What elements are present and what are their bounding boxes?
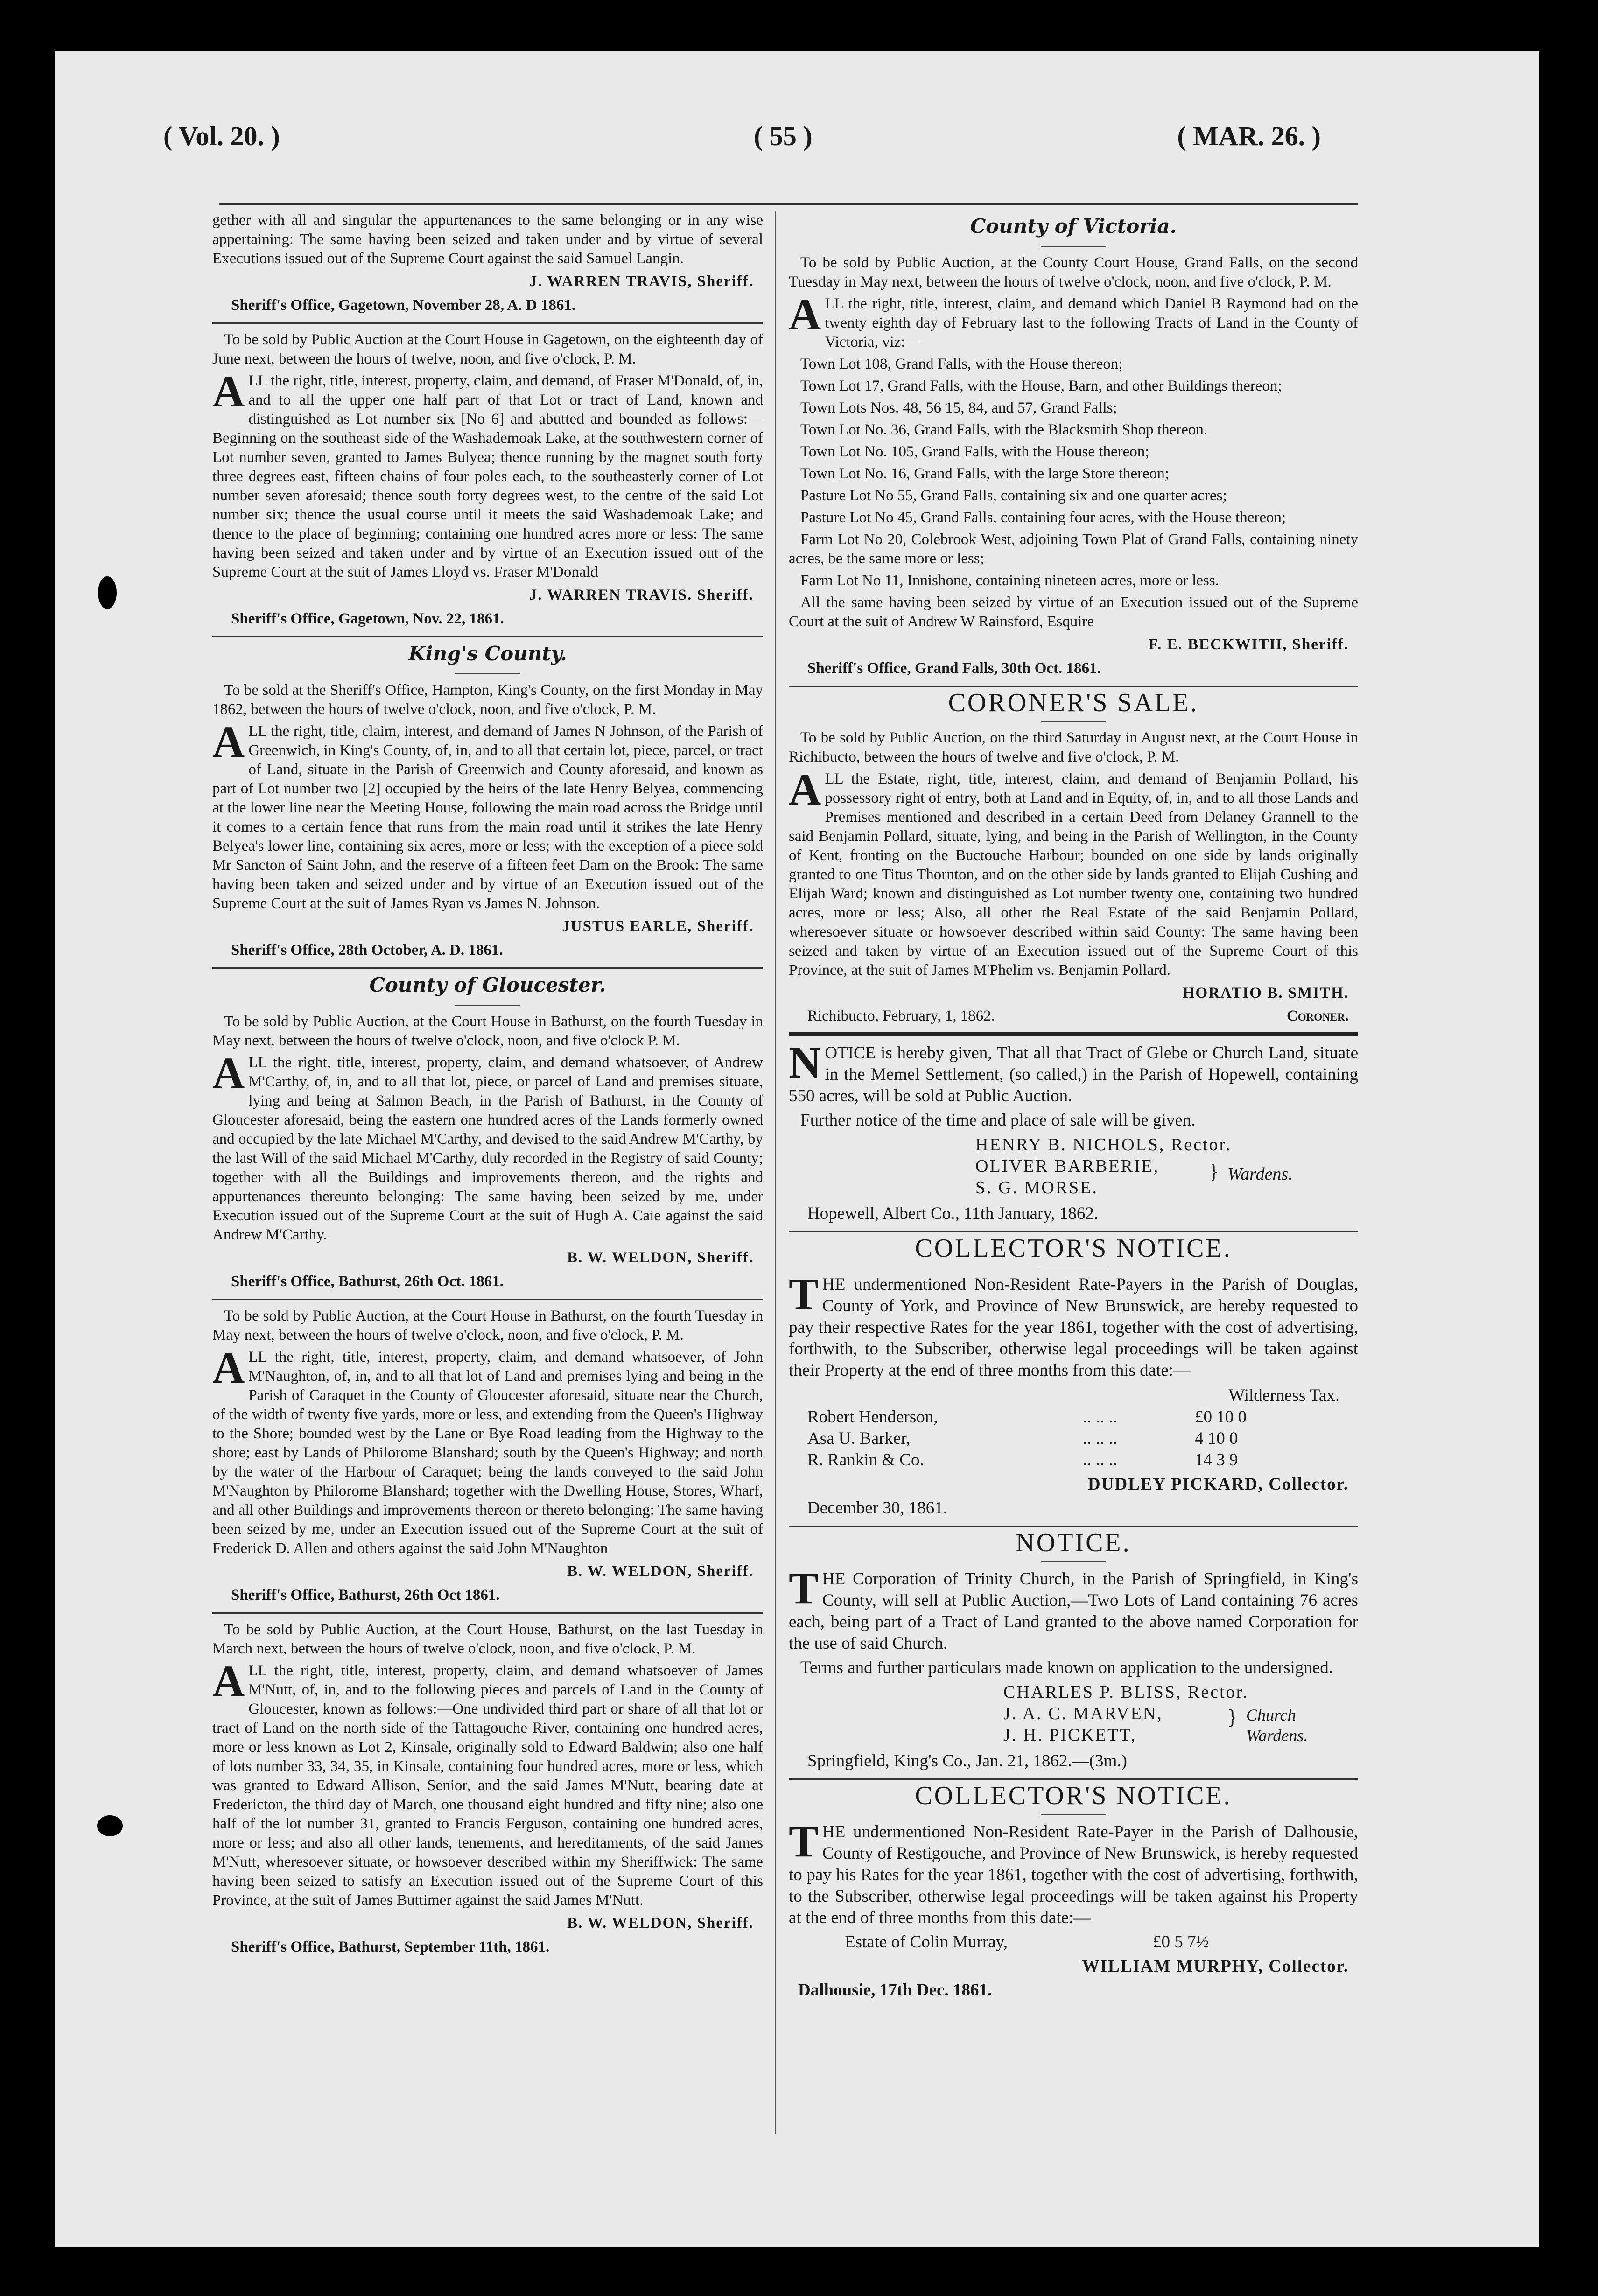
- thick-divider: [789, 1032, 1358, 1036]
- signatory-name: HENRY B. NICHOLS, Rector.: [975, 1135, 1232, 1155]
- sheriff-signature: F. E. BECKWITH, Sheriff.: [1148, 636, 1349, 653]
- auction-announcement: To be sold by Public Auction, at the Court House in Bathurst, on the fourth Tuesday in May next, between the hours of twelve o'clock, noon, and five o'clock P. M.: [212, 1013, 763, 1049]
- brace-glyph: }: [1227, 1706, 1238, 1729]
- short-rule: [1041, 1561, 1106, 1562]
- short-rule: [455, 673, 520, 674]
- divider: [212, 322, 763, 324]
- auction-announcement: To be sold by Public Auction at the Court House in Gagetown, on the eighteenth day of June next, between the hours of twelve, noon, and five o'clock, P. M.: [212, 331, 763, 367]
- leader-dots: .. .. ..: [1083, 1407, 1117, 1427]
- ratepayer-name: Asa U. Barker,: [807, 1429, 911, 1448]
- tax-amount: 14 3 9: [1195, 1450, 1238, 1470]
- auction-announcement: To be sold by Public Auction, at the County Court House, Grand Falls, on the second Tuesday in May next, between the hours of twelve o'clock, noon, and five o'clock, P. M.: [789, 254, 1358, 290]
- wardens-label: Wardens.: [1227, 1164, 1293, 1184]
- notice-text: ALL the Estate, right, title, interest, claim, and demand of Benjamin Pollard, his possessory right of entry, both at Land and in Equity, of, in, and to all those Lands and Premises mentioned and described in a certain Deed from Delaney Grannell to the said Benjamin Pollard, situate, lying, and being in the Parish of Wellington, in the County of Kent, fronting on the Buctouche Harbour; bounded on one side by lands originally granted to one Titus Thornton, and on the other side by lands granted to Elijah Cushing and Elijah Ward; known and distinguished as Lot number twenty one, containing two hundred acres, more or less; Also, all other the Real Estate of the said Benjamin Pollard, wheresoever situate or howsoever described within said County: The same having been seized and taken by virtue of an Execution issued out of the Supreme Court of this Province, at the suit of James M'Phelim vs. Benjamin Pollard.: [789, 764, 1358, 979]
- table-row: [789, 1449, 1358, 1471]
- column-divider: [775, 211, 776, 2134]
- issue-date: ( MAR. 26. ): [1177, 121, 1321, 151]
- list-item: Town Lot No. 105, Grand Falls, with the House thereon;: [800, 443, 1149, 460]
- divider: [212, 636, 763, 637]
- estate-amount: £0 5 7½: [1153, 1932, 1209, 1952]
- sheriff-signature: JUSTUS EARLE, Sheriff.: [562, 918, 754, 935]
- tax-column-header: Wilderness Tax.: [1228, 1386, 1339, 1405]
- coroner-signature: HORATIO B. SMITH.: [1182, 985, 1349, 1001]
- dropcap: A: [212, 717, 245, 767]
- coroner-place-date: Richibucto, February, 1, 1862.: [807, 1008, 995, 1024]
- notice-text: ALL the right, title, interest, property, claim, and demand whatsoever, of John M'Naughton, of, in, and to all that lot of Land and premises lying and being in the Parish of Caraquet in the County of Gloucester aforesaid, situate near the Church, of the width of twenty five yards, more or less, and extending from the Queen's Highway to the Shore; bounded west by the Lane or Bye Road leading from the Highway to the shore; east by Lands of Philorome Blanshard; south by the Queen's Highway; and north by the water of the Harbour of Caraquet; being the lands conveyed to the said John M'Naughton by Philorome Blanshard; together with the Dwelling House, Stores, Wharf, and all other Buildings and improvements thereon or thereto belonging: The same having been seized by me, under an Execution issued out of the Supreme Court at the suit of Frederick D. Allen and others against the said John M'Naughton: [212, 1343, 763, 1557]
- table-row: [789, 1407, 1358, 1428]
- sheriff-signature: B. W. WELDON, Sheriff.: [567, 1249, 754, 1266]
- dropcap: T: [789, 1563, 819, 1613]
- dropcap: A: [789, 289, 821, 339]
- sheriff-office-date: Sheriff's Office, Gagetown, Nov. 22, 1861.: [231, 610, 504, 627]
- auction-announcement: To be sold by Public Auction, at the Court House, Bathurst, on the last Tuesday in March next, between the hours of twelve o'clock, noon, and five o'clock, P. M.: [212, 1621, 763, 1657]
- sheriff-signature: J. WARREN TRAVIS, Sheriff.: [529, 273, 754, 290]
- glebe-place-date: Hopewell, Albert Co., 11th January, 1862.: [807, 1204, 1099, 1223]
- short-rule: [1041, 721, 1106, 722]
- dropcap: T: [789, 1269, 819, 1319]
- coroner-footer: [807, 1007, 1349, 1026]
- section-heading-collectors-notice-2: COLLECTOR'S NOTICE.: [915, 1781, 1232, 1810]
- collector-date: Dalhousie, 17th Dec. 1861.: [798, 1981, 992, 2000]
- estate-name: Estate of Colin Murray,: [845, 1932, 1008, 1952]
- list-item: Town Lot No. 16, Grand Falls, with the large Store thereon;: [800, 465, 1169, 482]
- trinity-notice-text: THE Corporation of Trinity Church, in the Parish of Springfield, in King's County, will sell at Public Auction,—Two Lots of Land containing 76 acres each, being part of a Tract of Land granted to the above named Corporation for the use of said Church.: [789, 1563, 1358, 1653]
- notice-text: ALL the right, title, claim, interest, and demand of James N Johnson, of the Parish of Greenwich, in King's County, of, in, and to all that certain lot, piece, parcel, or tract of Land, situate in the Parish of Greenwich and County aforesaid, and known as part of Lot number two [2] occupied by the heirs of the late Henry Belyea, commencing at the lower line near the Meeting House, following the main road across the Bridge until it comes to a certain fence that runs from the main road until it strikes the late Henry Belyea's lower line, containing six acres, more or less; with the exception of a piece sold Mr Sancton of Saint John, and the reserve of a fifteen feet Dam on the Brook: The same having been taken and seized under and by virtue of an Execution issued out of the Supreme Court at the suit of James Ryan vs James N. Johnson.: [212, 717, 763, 912]
- glebe-signatories: [789, 1134, 1358, 1198]
- signatory-name: OLIVER BARBERIE,: [975, 1156, 1160, 1176]
- list-item: Farm Lot No 11, Innishone, containing nineteen acres, more or less.: [800, 572, 1219, 589]
- dropcap: A: [212, 1343, 245, 1393]
- margin-blot-mark: [98, 576, 117, 609]
- dropcap: A: [212, 366, 245, 416]
- dropcap: A: [212, 1048, 245, 1098]
- dropcap: N: [789, 1037, 821, 1087]
- notice-text: gether with all and singular the appurtenances to the same belonging or in any wise appertaining: The same having been seized and taken under and by virtue of several Executions issued out of the Supreme Court against the said Samuel Langin.: [212, 212, 763, 267]
- notice-text: ALL the right, title, interest, property, claim, and demand whatsoever, of Andrew M'Carthy, of, in, and to all that lot, piece, or parcel of Land and premises situate, lying and being at Salmon Beach, in the Parish of Bathurst, in the County of Gloucester aforesaid, being the eastern one hundred acres of the Lands formerly owned and occupied by the late Michael M'Carthy, and devised to the said Andrew M'Carthy, by the last Will of the said Michael M'Carthy, duly recorded in the Registry of said County; together with all the Buildings and improvements thereon, and the rights and appurtenances thereunto belonging: The same having been seized by me, under Execution issued out of the Supreme Court at the suit of Hugh A. Caie against the said Andrew M'Carthy.: [212, 1048, 763, 1243]
- coroner-title: Coroner.: [1286, 1008, 1349, 1024]
- notice-text: ALL the right, title, interest, claim, and demand which Daniel B Raymond had on the twenty eighth day of February last to the following Tracts of Land in the County of Victoria, viz:—: [789, 289, 1358, 350]
- ratepayer-name: R. Rankin & Co.: [807, 1450, 924, 1470]
- divider: [789, 1778, 1358, 1780]
- list-item: Farm Lot No 20, Colebrook West, adjoining Town Plat of Grand Falls, containing ninety acres, be the same more or less;: [789, 531, 1358, 567]
- sheriff-signature: J. WARREN TRAVIS. Sheriff.: [529, 587, 754, 603]
- dropcap: T: [789, 1816, 819, 1866]
- trinity-terms: Terms and further particulars made known on application to the undersigned.: [800, 1658, 1333, 1677]
- tax-amount: £0 10 0: [1195, 1407, 1247, 1427]
- trinity-place-date: Springfield, King's Co., Jan. 21, 1862.—(3m.): [807, 1751, 1127, 1771]
- list-item: Town Lots Nos. 48, 56 15, 84, and 57, Grand Falls;: [800, 399, 1117, 416]
- page-header: [163, 120, 1321, 162]
- section-heading-kings-county: King's County.: [408, 642, 567, 665]
- sheriff-office-date: Sheriff's Office, Grand Falls, 30th Oct. 1861.: [807, 660, 1101, 677]
- notice-text: ALL the right, title, interest, property, claim, and demand whatsoever of James M'Nutt, of, in, and to the following pieces and parcels of Land in the County of Gloucester, known as follows:—One undivided third part or share of all that lot or tract of Land on the north side of the Tattagouche River, containing one hundred acres, more or less known as Lot 2, Kinsale, originally sold to Edward Baldwin; also one half of lots number 33, 34, 35, in Kinsale, containing four hundred acres, more or less, which was granted to Edward Allison, Senior, and the said James M'Nutt, bearing date at Fredericton, the third day of March, one thousand eight hundred and fifty nine; also one half of the lot number 31, granted to Francis Ferguson, containing one hundred acres, more or less; and also all other lands, tenements, and hereditaments, of the said James M'Nutt, wheresoever situate, or howsoever described within my Sheriffwick: The same having been seized to satisfy an Execution issued out of the Supreme Court of this Province, at the suit of James Buttimer against the said James M'Nutt.: [212, 1656, 763, 1909]
- section-heading-collectors-notice: COLLECTOR'S NOTICE.: [915, 1234, 1232, 1263]
- dropcap: A: [789, 764, 821, 814]
- short-rule: [1041, 1814, 1106, 1815]
- collector-notice-text: THE undermentioned Non-Resident Rate-Payer in the Parish of Dalhousie, County of Restigouche, and Province of New Brunswick, is hereby requested to pay his Rates for the year 1861, together with the cost of advertising, forthwith, to the Subscriber, otherwise legal proceedings will be taken against his Property at the end of three months from this date:—: [789, 1816, 1358, 1927]
- divider: [212, 1299, 763, 1300]
- signatory-name: J. A. C. MARVEN,: [1003, 1704, 1163, 1723]
- tax-amount: 4 10 0: [1195, 1429, 1238, 1448]
- collector-signature: DUDLEY PICKARD, Collector.: [1088, 1475, 1349, 1494]
- divider: [212, 967, 763, 969]
- glebe-notice-text: NOTICE is hereby given, That all that Tract of Glebe or Church Land, situate in the Memel Settlement, (so called,) in the Parish of Hopewell, containing 550 acres, will be sold at Public Auction.: [789, 1037, 1358, 1106]
- sheriff-office-date: Sheriff's Office, Bathurst, 26th Oct. 1861.: [231, 1273, 504, 1290]
- estate-row: [845, 1932, 1358, 1953]
- section-heading-victoria: County of Victoria.: [970, 215, 1177, 238]
- signatory-name: J. H. PICKETT,: [1003, 1725, 1137, 1745]
- left-column: [212, 211, 763, 1964]
- list-item: Town Lot 108, Grand Falls, with the House thereon;: [800, 356, 1123, 372]
- collector-signature: WILLIAM MURPHY, Collector.: [1082, 1957, 1349, 1976]
- lot-list: [789, 355, 1358, 590]
- right-column: [789, 211, 1358, 2004]
- sheriff-office-date: Sheriff's Office, Gagetown, November 28, A. D 1861.: [231, 297, 576, 314]
- section-heading-coroners-sale: CORONER'S SALE.: [948, 688, 1199, 717]
- divider: [789, 1526, 1358, 1527]
- collector-date: December 30, 1861.: [807, 1498, 948, 1518]
- leader-dots: .. .. ..: [1083, 1450, 1117, 1470]
- list-item: Pasture Lot No 45, Grand Falls, containing four acres, with the House thereon;: [800, 509, 1286, 526]
- table-row: [789, 1428, 1358, 1449]
- signatory-name: S. G. MORSE.: [975, 1178, 1098, 1197]
- sheriff-office-date: Sheriff's Office, 28th October, A. D. 1861.: [231, 942, 503, 959]
- notice-text: All the same having been seized by virtue of an Execution issued out of the Supreme Court at the suit of Andrew W Rainsford, Esquire: [789, 594, 1358, 630]
- notice-text: ALL the right, title, interest, property, claim, and demand, of Fraser M'Donald, of, in, and to all the upper one half part of that Lot or tract of Land, known and distinguished as Lot number six [No 6] and abutted and bounded as follows:—Beginning on the southeast side of the Washademoak Lake, at the southwestern corner of Lot number seven, granted to James Bulyea; thence running by the magnet south forty three degrees east, fifteen chains of four poles each, to the southeasterly corner of Lot number seven aforesaid; thence south forty degrees west, to the centre of the said Lot number six; thence the usual course until it meets the said Washademoak Lake; and thence to the place of beginning; containing one hundred acres more or less: The same having been seized and taken under and by virtue of an Execution issued out of the Supreme Court at the suit of James Lloyd vs. Fraser M'Donald: [212, 366, 763, 581]
- auction-announcement: To be sold by Public Auction, on the third Saturday in August next, at the Court House in Richibucto, between the hours of twelve and five o'clock, P. M.: [789, 729, 1358, 765]
- auction-announcement: To be sold at the Sheriff's Office, Hampton, King's County, on the first Monday in May 1862, between the hours of twelve o'clock, noon, and five o'clock, P. M.: [212, 682, 763, 718]
- signatory-name: CHARLES P. BLISS, Rector.: [1003, 1682, 1248, 1702]
- sheriff-office-date: Sheriff's Office, Bathurst, 26th Oct 1861.: [231, 1587, 500, 1603]
- brace-glyph: }: [1209, 1160, 1219, 1183]
- list-item: Pasture Lot No 55, Grand Falls, containing six and one quarter acres;: [800, 487, 1227, 504]
- divider: [789, 1231, 1358, 1232]
- glebe-further-notice: Further notice of the time and place of sale will be given.: [800, 1111, 1196, 1130]
- trinity-signatories: [789, 1681, 1358, 1746]
- ratepayer-name: Robert Henderson,: [807, 1407, 938, 1427]
- header-rule: [219, 203, 1358, 205]
- church-wardens-label: Church Wardens.: [1246, 1706, 1308, 1745]
- sheriff-signature: B. W. WELDON, Sheriff.: [567, 1915, 754, 1932]
- collector-notice-text: THE undermentioned Non-Resident Rate-Payers in the Parish of Douglas, County of York, and Province of New Brunswick, are hereby requested to pay their respective Rates for the year 1861, together with the cost of advertising, forthwith, to the Subscriber, otherwise legal proceedings will be taken against their Property at the end of three months from this date:—: [789, 1269, 1358, 1380]
- sheriff-office-date: Sheriff's Office, Bathurst, September 11th, 1861.: [231, 1939, 550, 1955]
- auction-announcement: To be sold by Public Auction, at the Court House in Bathurst, on the fourth Tuesday in May next, between the hours of twelve o'clock, noon, and five o'clock, P. M.: [212, 1308, 763, 1344]
- tax-table: [789, 1385, 1358, 1471]
- leader-dots: .. .. ..: [1083, 1429, 1117, 1448]
- page-number: ( 55 ): [754, 121, 813, 151]
- section-heading-gloucester: County of Gloucester.: [369, 973, 606, 996]
- divider: [212, 1612, 763, 1614]
- margin-blot-mark: [97, 1815, 123, 1836]
- volume-label: ( Vol. 20. ): [163, 121, 280, 151]
- dropcap: A: [212, 1656, 245, 1706]
- short-rule: [455, 1005, 520, 1006]
- list-item: Town Lot 17, Grand Falls, with the House, Barn, and other Buildings thereon;: [800, 378, 1282, 394]
- short-rule: [1041, 246, 1106, 247]
- divider: [789, 686, 1358, 687]
- sheriff-signature: B. W. WELDON, Sheriff.: [567, 1563, 754, 1580]
- section-heading-notice: NOTICE.: [1016, 1528, 1131, 1557]
- list-item: Town Lot No. 36, Grand Falls, with the Blacksmith Shop thereon.: [800, 421, 1208, 438]
